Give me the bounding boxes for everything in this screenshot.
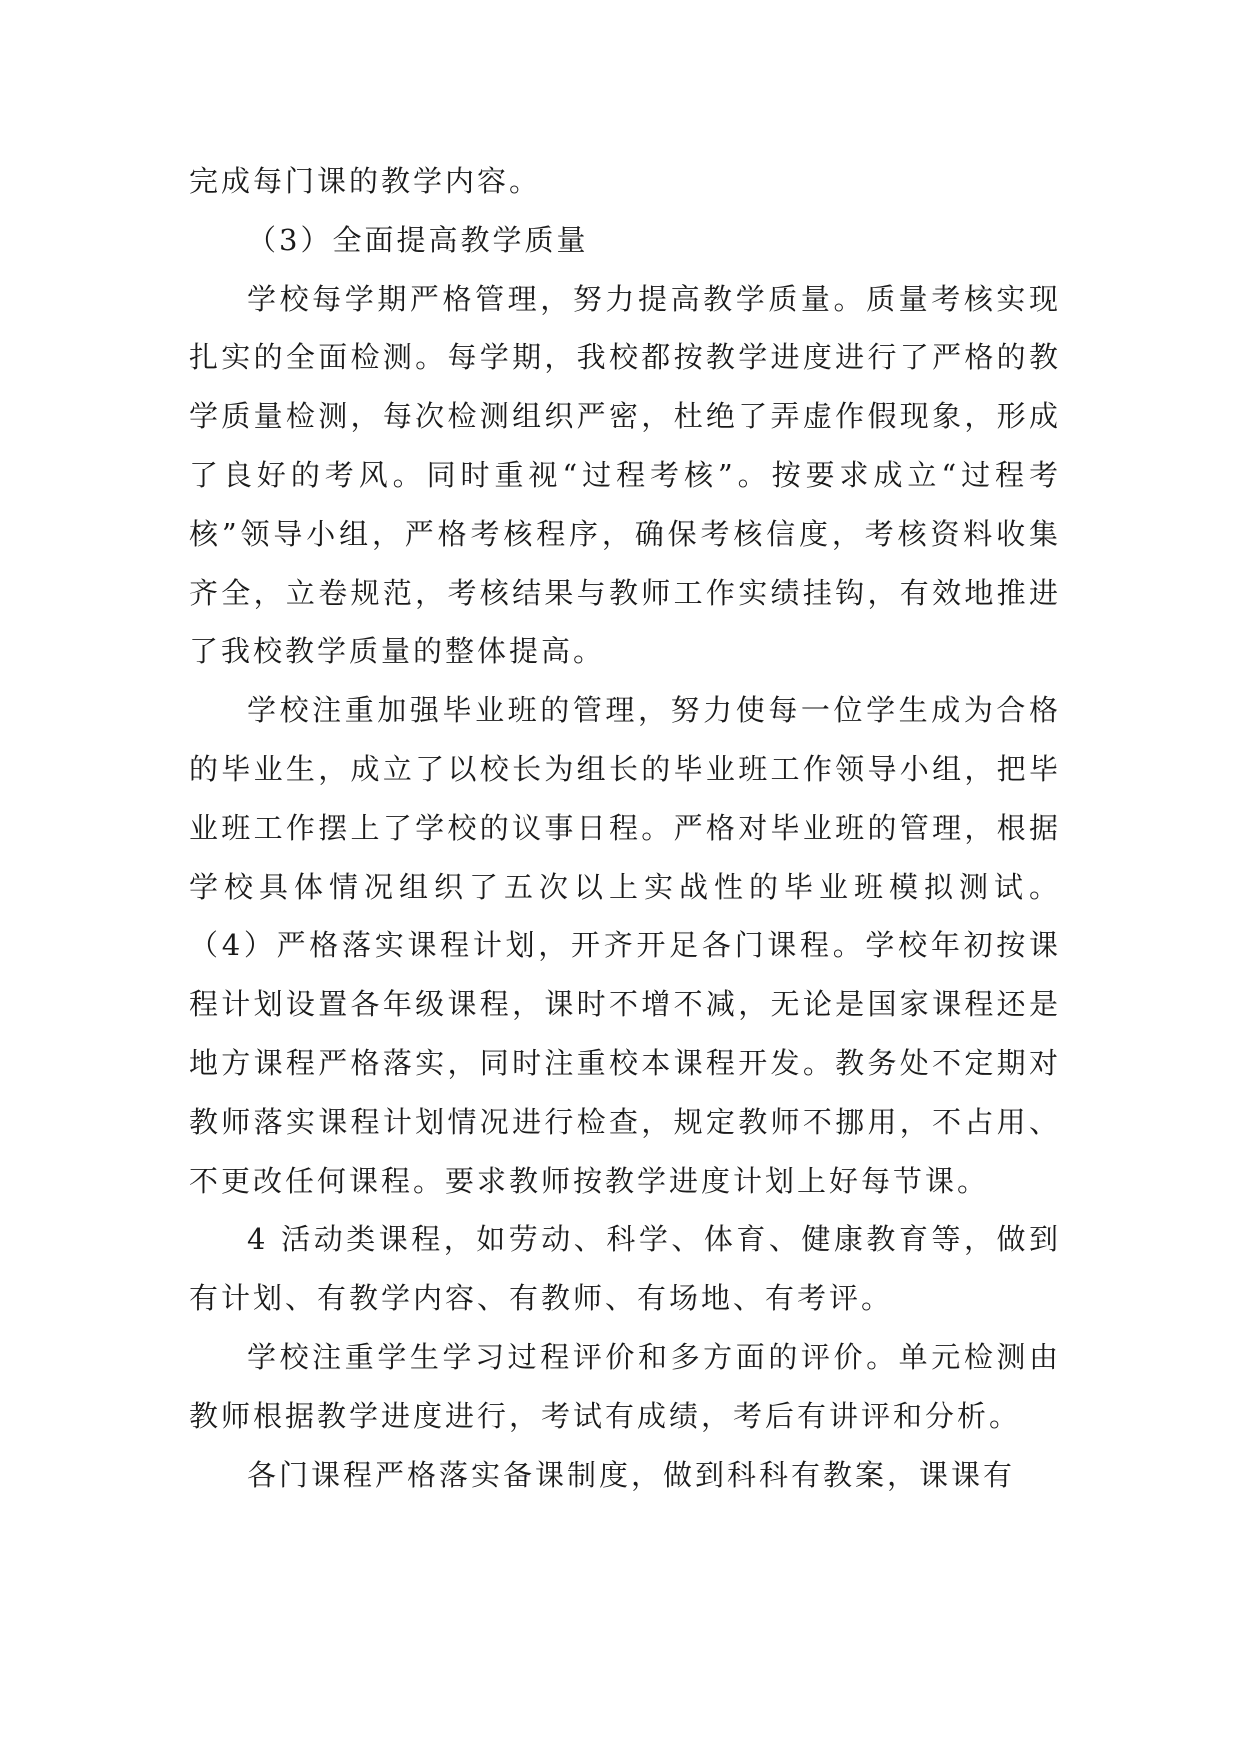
paragraph-graduating-class: 学校注重加强毕业班的管理，努力使每一位学生成为合格的毕业生，成立了以校长为组长的毕业班工作领导小组，把毕业班工作摆上了学校的议事日程。严格对毕业班的管理，根据学校具体情况组织了五次以上实战性的毕业班模拟测试。 （4）严格落实课程计划，开齐开足各门课程。学校年初按课程计划设置各年级课程，课时不增不减，无论是国家课程还是地方课程严格落实，同时注重校本课程开发。教务处不定期对教师落实课程计划情况进行检查，规定教师不挪用，不占用、不更改任何课程。要求教师按教学进度计划上好每节课。 [189, 693, 1061, 1198]
paragraph-evaluation: 学校注重学生学习过程评价和多方面的评价。单元检测由教师根据教学进度进行，考试有成绩，考后有讲评和分析。 [189, 1339, 1061, 1433]
paragraph-activity-courses: 4 活动类课程，如劳动、科学、体育、健康教育等，做到有计划、有教学内容、有教师、有场地、有考评。 [189, 1222, 1061, 1316]
paragraph-lesson-prep: 各门课程严格落实备课制度，做到科科有教案，课课有 [247, 1457, 1016, 1492]
section-heading-3: （3）全面提高教学质量 [247, 222, 589, 257]
paragraph-teaching-quality: 学校每学期严格管理，努力提高教学质量。质量考核实现扎实的全面检测。每学期，我校都按教学进度进行了严格的教学质量检测，每次检测组织严密，杜绝了弄虚作假现象，形成了良好的考风。同时重视“过程考核”。按要求成立“过程考核”领导小组，严格考核程序，确保考核信度，考核资料收集齐全，立卷规范，考核结果与教师工作实绩挂钩，有效地推进了我校教学质量的整体提高。 [189, 281, 1061, 669]
document-body [189, 152, 1061, 1504]
paragraph-continuation: 完成每门课的教学内容。 [189, 164, 542, 198]
